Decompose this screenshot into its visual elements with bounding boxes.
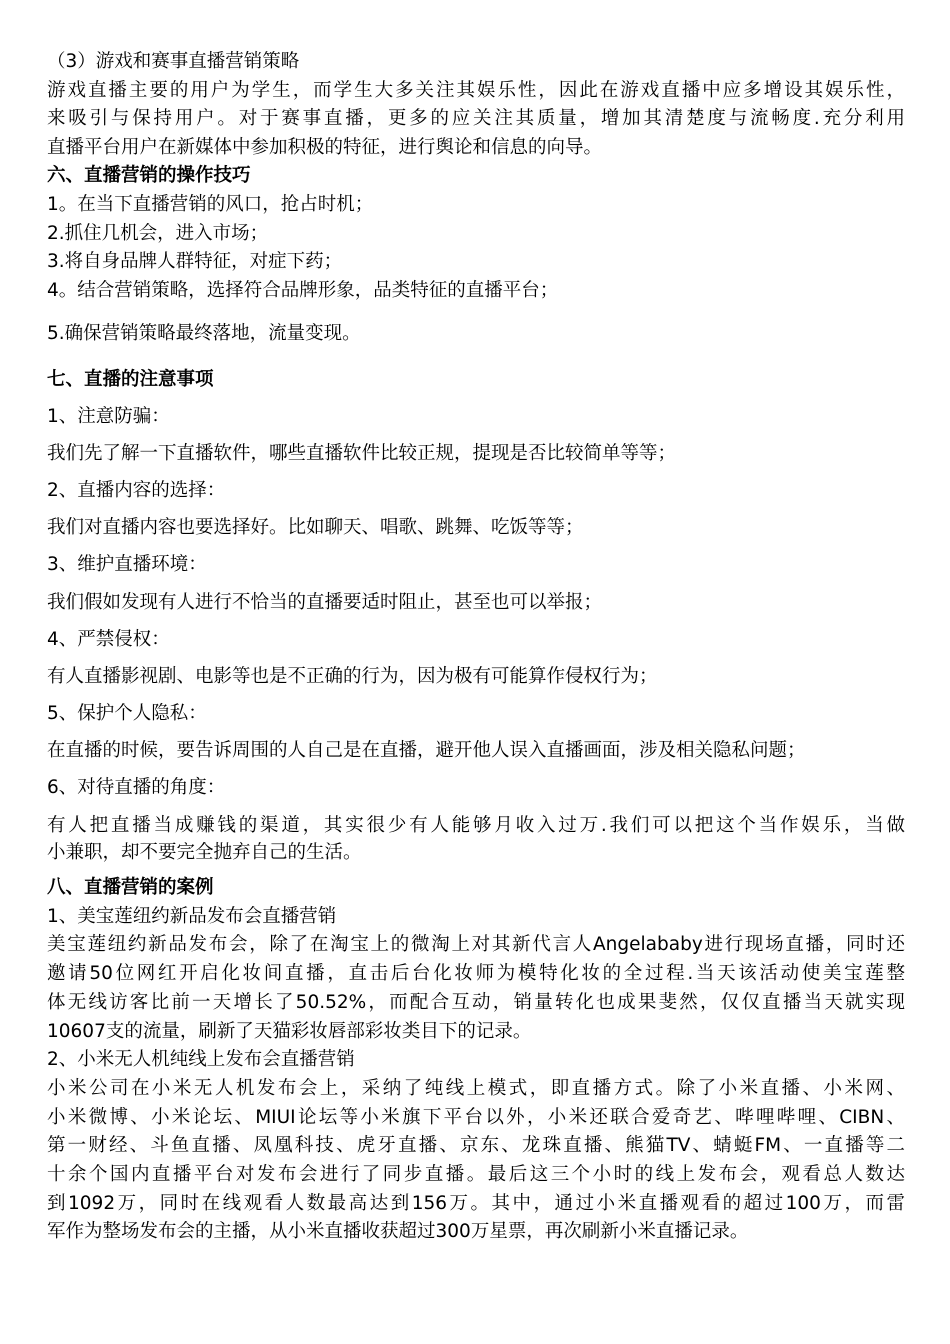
paragraph-line: 10607支的流量，刷新了天猫彩妆唇部彩妆类目下的记录。: [47, 1021, 532, 1042]
item-heading: 5、保护个人隐私：: [47, 703, 207, 724]
item-heading: 2、直播内容的选择：: [47, 480, 226, 501]
paragraph-line: 小米公司在小米无人机发布会上，采纳了纯线上模式，即直播方式。除了小米直播、小米网、: [47, 1078, 905, 1099]
paragraph-line: 有人把直播当成赚钱的渠道，其实很少有人能够月收入过万.我们可以把这个当作娱乐，当做: [47, 815, 905, 836]
paragraph-line: 体无线访客比前一天增长了50.52%，而配合互动，销量转化也成果斐然，仅仅直播当天就实现: [47, 992, 905, 1013]
paragraph-line: 我们假如发现有人进行不恰当的直播要适时阻止，甚至也可以举报；: [47, 592, 603, 613]
paragraph-line: 来吸引与保持用户。对于赛事直播，更多的应关注其质量，增加其清楚度与流畅度.充分利用: [47, 108, 905, 129]
paragraph-line: 小兼职，却不要完全抛弃自己的生活。: [47, 842, 362, 863]
paragraph-line: 美宝莲纽约新品发布会，除了在淘宝上的微淘上对其新代言人Angelababy进行现场直播，同时还: [47, 934, 905, 955]
paragraph-line: 我们先了解一下直播软件，哪些直播软件比较正规，提现是否比较简单等等；: [47, 443, 677, 464]
list-item: 4。结合营销策略，选择符合品牌形象，品类特征的直播平台；: [47, 280, 559, 301]
list-item: 3.将自身品牌人群特征，对症下药；: [47, 251, 343, 272]
list-item: 2.抓住几机会，进入市场；: [47, 223, 269, 244]
case-heading: 2、小米无人机纯线上发布会直播营销: [47, 1049, 355, 1070]
list-item: 5.确保营销策略最终落地，流量变现。: [47, 323, 361, 344]
paragraph-line: 第一财经、斗鱼直播、凤凰科技、虎牙直播、京东、龙珠直播、熊猫TV、蜻蜓FM、一直播等二: [47, 1135, 905, 1156]
paragraph-line: 小米微博、小米论坛、MIUI论坛等小米旗下平台以外，小米还联合爱奇艺、哔哩哔哩、CIBN、: [47, 1107, 905, 1128]
section-heading-six: 六、直播营销的操作技巧: [47, 165, 251, 186]
section-heading-eight: 八、直播营销的案例: [47, 877, 214, 898]
paragraph-line: 有人直播影视剧、电影等也是不正确的行为，因为极有可能算作侵权行为；: [47, 666, 658, 687]
paragraph-line: 到1092万，同时在线观看人数最高达到156万。其中，通过小米直播观看的超过100万，而雷: [47, 1193, 905, 1214]
item-heading: 1、注意防骗：: [47, 406, 170, 427]
item-heading: 4、严禁侵权：: [47, 629, 170, 650]
paragraph-line: 军作为整场发布会的主播，从小米直播收获超过300万星票，再次刷新小米直播记录。: [47, 1221, 749, 1242]
paragraph-line: 游戏直播主要的用户为学生，而学生大多关注其娱乐性，因此在游戏直播中应多增设其娱乐性，: [47, 80, 905, 101]
paragraph-line: 在直播的时候，要告诉周围的人自己是在直播，避开他人误入直播画面，涉及相关隐私问题；: [47, 740, 806, 761]
section-heading-seven: 七、直播的注意事项: [47, 369, 214, 390]
paragraph-line: 直播平台用户在新媒体中参加积极的特征，进行舆论和信息的向导。: [47, 137, 603, 158]
list-item: 1。在当下直播营销的风口，抢占时机；: [47, 194, 374, 215]
paragraph-line: 我们对直播内容也要选择好。比如聊天、唱歌、跳舞、吃饭等等；: [47, 517, 584, 538]
paragraph-line: 邀请50位网红开启化妆间直播，直击后台化妆师为模特化妆的全过程.当天该活动使美宝莲整: [47, 963, 905, 984]
item-heading: 3、维护直播环境：: [47, 554, 207, 575]
paragraph-line: 十余个国内直播平台对发布会进行了同步直播。最后这三个小时的线上发布会，观看总人数达: [47, 1164, 905, 1185]
item-heading: 6、对待直播的角度：: [47, 777, 226, 798]
case-heading: 1、美宝莲纽约新品发布会直播营销: [47, 906, 337, 927]
subsection-heading-game-strategy: （3）游戏和赛事直播营销策略: [47, 51, 300, 72]
